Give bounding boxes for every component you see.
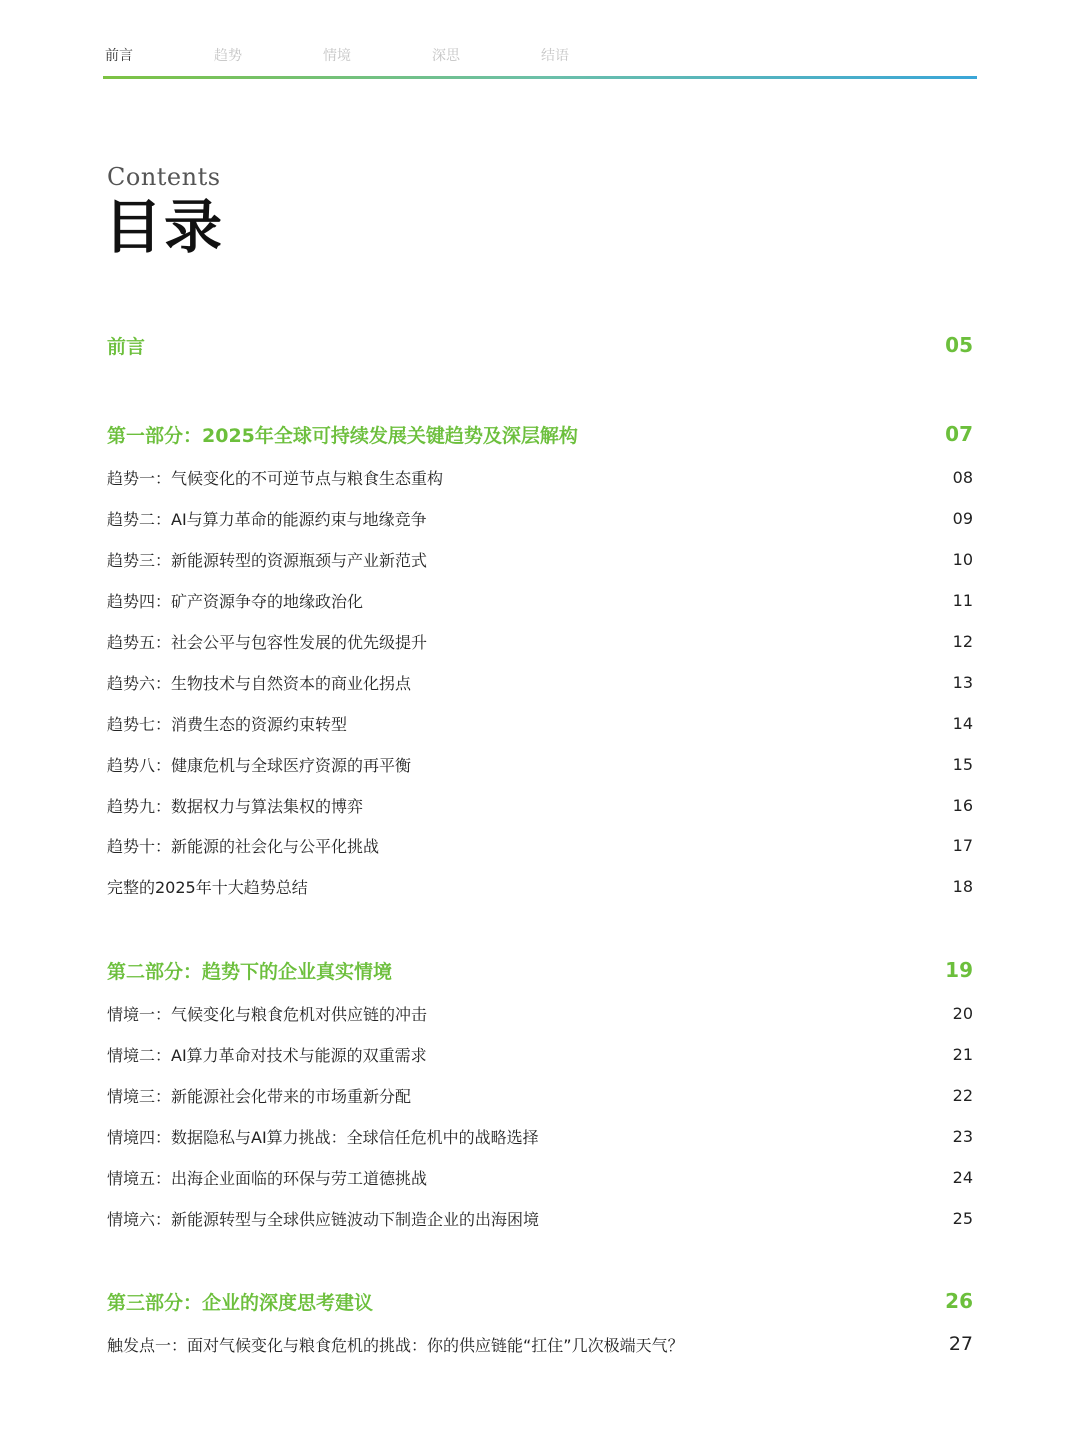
toc-item-trend-2[interactable]: [107, 506, 973, 530]
toc-section-preface[interactable]: [107, 331, 973, 359]
nav-tab-scenarios[interactable]: 情境: [323, 48, 351, 64]
toc-item-title: 趋势三：新能源转型的资源瓶颈与产业新范式: [107, 550, 428, 570]
toc-item-title: 趋势二：AI与算力革命的能源约束与地缘竞争: [107, 509, 427, 529]
toc-item-trend-7[interactable]: [107, 711, 973, 735]
toc-section-page: 19: [945, 958, 973, 982]
toc-item-page: 22: [952, 1085, 973, 1105]
toc-item-title: 趋势五：社会公平与包容性发展的优先级提升: [107, 632, 428, 652]
toc-item-title: 完整的2025年十大趋势总结: [107, 877, 308, 897]
toc-item-trend-summary[interactable]: [107, 874, 973, 898]
toc-section-page: 26: [945, 1289, 973, 1313]
toc-item-trend-3[interactable]: [107, 547, 973, 571]
toc-section-page: 07: [945, 422, 973, 446]
toc-item-page: 25: [952, 1208, 973, 1228]
toc-item-trend-4[interactable]: [107, 588, 973, 612]
toc-section-page: 05: [945, 333, 973, 357]
toc-item-scenario-3[interactable]: [107, 1083, 973, 1107]
toc-item-page: 16: [952, 795, 973, 815]
toc-item-title: 情境四：数据隐私与AI算力挑战：全球信任危机中的战略选择: [107, 1127, 539, 1147]
toc-item-trend-6[interactable]: [107, 670, 973, 694]
toc-item-trend-1[interactable]: [107, 465, 973, 489]
toc-section-part1[interactable]: [107, 420, 973, 448]
toc-item-page: 08: [952, 467, 973, 487]
toc-item-title: 情境一：气候变化与粮食危机对供应链的冲击: [107, 1004, 428, 1024]
toc-item-title: 趋势四：矿产资源争夺的地缘政治化: [107, 591, 364, 611]
toc-item-page: 11: [952, 590, 973, 610]
toc-item-trigger-1[interactable]: [107, 1332, 973, 1356]
toc-item-scenario-6[interactable]: [107, 1206, 973, 1230]
toc-section-part2[interactable]: [107, 956, 973, 984]
toc-item-title: 趋势十：新能源的社会化与公平化挑战: [107, 836, 380, 856]
toc-item-scenario-5[interactable]: [107, 1165, 973, 1189]
toc-item-page: 09: [952, 508, 973, 528]
toc-item-title: 情境六：新能源转型与全球供应链波动下制造企业的出海困境: [107, 1209, 540, 1229]
toc-item-page: 12: [952, 631, 973, 651]
toc-section-part3[interactable]: [107, 1287, 973, 1315]
toc-item-title: 趋势九：数据权力与算法集权的博弈: [107, 796, 364, 816]
toc-item-trend-10[interactable]: [107, 833, 973, 857]
toc-section-title: 第二部分：趋势下的企业真实情境: [107, 960, 393, 983]
toc-section-title: 第一部分：2025年全球可持续发展关键趋势及深层解构: [107, 424, 578, 447]
nav-tab-reflections[interactable]: 深思: [432, 48, 460, 64]
toc-item-page: 14: [952, 713, 973, 733]
toc-item-page: 20: [952, 1003, 973, 1023]
toc-item-page: 24: [952, 1167, 973, 1187]
nav-tab-trends[interactable]: 趋势: [214, 48, 242, 64]
contents-heading-chinese: 目录: [104, 193, 225, 261]
toc-section-title: 第三部分：企业的深度思考建议: [107, 1291, 374, 1314]
toc-section-title: 前言: [107, 335, 146, 358]
toc-item-scenario-4[interactable]: [107, 1124, 973, 1148]
toc-item-trend-8[interactable]: [107, 752, 973, 776]
nav-tab-conclusion[interactable]: 结语: [541, 48, 569, 64]
toc-item-title: 趋势一：气候变化的不可逆节点与粮食生态重构: [107, 468, 444, 488]
toc-item-page: 13: [952, 672, 973, 692]
toc-item-page: 15: [952, 754, 973, 774]
toc-item-title: 趋势七：消费生态的资源约束转型: [107, 714, 348, 734]
toc-item-title: 情境二：AI算力革命对技术与能源的双重需求: [107, 1045, 427, 1065]
toc-item-trend-9[interactable]: [107, 793, 973, 817]
contents-heading-english: Contents: [107, 163, 221, 191]
toc-item-page: 17: [952, 835, 973, 855]
top-nav: [105, 47, 705, 67]
toc-item-scenario-1[interactable]: [107, 1001, 973, 1025]
toc-item-page: 23: [952, 1126, 973, 1146]
toc-item-scenario-2[interactable]: [107, 1042, 973, 1066]
nav-gradient-rule: [103, 76, 977, 79]
toc-item-page: 21: [952, 1044, 973, 1064]
toc-item-title: 情境三：新能源社会化带来的市场重新分配: [107, 1086, 412, 1106]
nav-tab-preface[interactable]: 前言: [105, 48, 133, 64]
toc-item-title: 情境五：出海企业面临的环保与劳工道德挑战: [107, 1168, 428, 1188]
toc-item-title: 趋势八：健康危机与全球医疗资源的再平衡: [107, 755, 412, 775]
toc-item-title: 触发点一：面对气候变化与粮食危机的挑战：你的供应链能“扛住”几次极端天气？: [107, 1335, 684, 1355]
toc-item-page: 27: [948, 1333, 973, 1355]
toc-item-page: 18: [952, 876, 973, 896]
toc-item-title: 趋势六：生物技术与自然资本的商业化拐点: [107, 673, 412, 693]
toc-item-trend-5[interactable]: [107, 629, 973, 653]
toc-item-page: 10: [952, 549, 973, 569]
